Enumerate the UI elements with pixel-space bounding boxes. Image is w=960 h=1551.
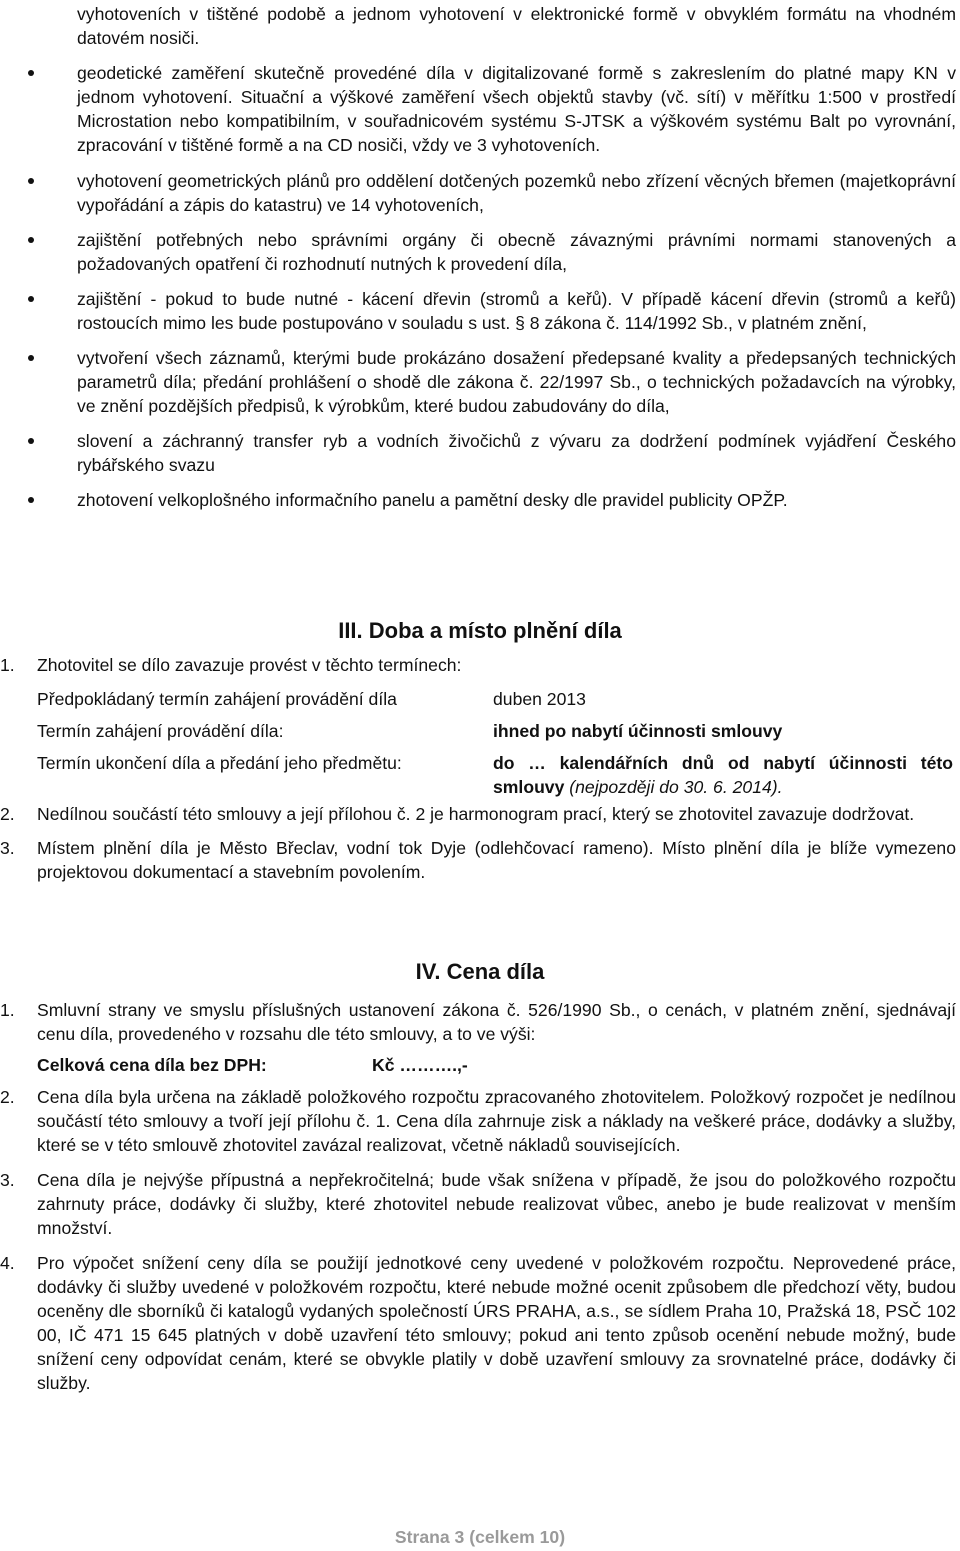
bullet-icon <box>28 237 34 243</box>
numbered-item <box>0 802 960 826</box>
term-label: Předpokládaný termín zahájení provádění díla <box>37 689 397 709</box>
terms-table <box>37 687 956 799</box>
item-number: 1. <box>0 1000 15 1020</box>
item-number: 2. <box>0 1087 15 1107</box>
list-item-text: zhotovení velkoplošného informačního panelu a pamětní desky dle pravidel publicity OPŽP. <box>77 490 788 510</box>
term-value <box>493 751 953 799</box>
list-item <box>0 287 960 335</box>
item-number: 3. <box>0 838 15 858</box>
bullet-icon <box>28 355 34 361</box>
total-price-row <box>37 1053 468 1077</box>
list-item-text: zajištění - pokud to bude nutné - kácení dřevin (stromů a keřů). V případě kácení dřevin (stromů a keřů) rostoucích mimo les bude postupováno v souladu s ust. § 8 zákona č. 114/1992 Sb., v platném znění, <box>77 289 956 333</box>
list-item-text: vyhotoveních v tištěné podobě a jednom vyhotovení v elektronické formě v obvyklém formátu na vhodném datovém nosiči. <box>77 4 956 48</box>
numbered-item <box>0 998 960 1046</box>
numbered-item <box>0 1168 960 1240</box>
page-footer: Strana 3 (celkem 10) <box>394 1527 566 1547</box>
term-value: ihned po nabytí účinnosti smlouvy <box>493 721 783 741</box>
item-text: Cena díla je nejvýše přípustná a nepřekročitelná; bude však snížena v případě, že jsou do položkového rozpočtu zahrnuty práce, dodávky či služby, které zhotovitel nebude realizovat vůbec, anebo je bude realizovat v menším množství. <box>37 1170 956 1238</box>
section-iv-list-cont <box>0 1085 960 1395</box>
numbered-item <box>0 1085 960 1157</box>
section-iii-list-cont <box>0 802 960 884</box>
list-item <box>0 228 960 276</box>
bullet-list <box>0 2 960 512</box>
list-item-text: zajištění potřebných nebo správními orgány či obecně závaznými právními normami stanovených a požadovaných opatření či rozhodnutí nutných k provedení díla, <box>77 230 956 274</box>
term-row <box>37 751 956 799</box>
list-item-text: vytvoření všech záznamů, kterými bude prokázáno dosažení předepsané kvality a předepsaných technických parametrů díla; předání prohlášení o shodě dle zákona č. 22/1997 Sb., o technických požadavcích na výrobky, ve znění pozdějších předpisů, k výrobkům, které budou zabudovány do díla, <box>77 348 956 416</box>
total-price-label: Celková cena díla bez DPH: <box>37 1055 267 1075</box>
term-label: Termín ukončení díla a předání jeho předmětu: <box>37 753 402 773</box>
numbered-item <box>0 836 960 884</box>
item-number: 3. <box>0 1170 15 1190</box>
list-item <box>0 429 960 477</box>
bullet-icon <box>28 178 34 184</box>
bullet-icon <box>28 497 34 503</box>
list-item <box>0 2 960 50</box>
numbered-item <box>0 1251 960 1395</box>
item-text: Pro výpočet snížení ceny díla se použijí jednotkové ceny uvedené v položkovém rozpočtu. Neprovedené práce, dodávky či služby uvedené v položkovém rozpočtu, které nebude možné ocenit způsobem dle předchozí věty, budou oceněny dle sborníků či katalogů vydaných společností ÚRS PRAHA, a.s., se sídlem Praha 10, Pražská 18, PSČ 102 00, IČ 471 15 645 platných v době uzavření této smlouvy; pokud ani tento způsob ocenění nebude možný, bude snížení ceny odpovídat cenám, které se obvykle platily v době uzavření smlouvy za srovnatelné práce, dodávky či služby. <box>37 1253 956 1393</box>
term-row <box>37 719 956 743</box>
list-item <box>0 346 960 418</box>
list-item <box>0 488 960 512</box>
total-price-value: Kč ……….,- <box>372 1055 468 1075</box>
numbered-item <box>0 653 960 677</box>
item-number: 2. <box>0 804 15 824</box>
item-text: Smluvní strany ve smyslu příslušných ustanovení zákona č. 526/1990 Sb., o cenách, v platném znění, sjednávají cenu díla, provedeného v rozsahu dle této smlouvy, a to ve výši: <box>37 1000 956 1044</box>
section-iii-list <box>0 653 960 677</box>
section-iv-list <box>0 998 960 1046</box>
term-value: duben 2013 <box>493 689 586 709</box>
item-text: Nedílnou součástí této smlouvy a její přílohou č. 2 je harmonogram prací, který se zhotovitel zavazuje dodržovat. <box>37 804 915 824</box>
bullet-icon <box>28 70 34 76</box>
term-value-main: do … kalendářních dnů od nabytí účinnosti této smlouvy <box>493 753 953 797</box>
section-heading-iv: IV. Cena díla <box>415 959 545 984</box>
item-number: 4. <box>0 1253 15 1273</box>
section-heading-iii: III. Doba a místo plnění díla <box>338 618 622 643</box>
item-text: Cena díla byla určena na základě položkového rozpočtu zpracovaného zhotovitelem. Položkový rozpočet je nedílnou součástí této smlouvy a tvoří její přílohu č. 1. Cena díla zahrnuje zisk a náklady na veškeré práce, dodávky a služby, které se v této smlouvě zhotovitel zavázal realizovat, včetně nákladů souvisejících. <box>37 1087 956 1155</box>
term-row <box>37 687 956 711</box>
list-item <box>0 169 960 217</box>
term-value-note: (nejpozději do 30. 6. 2014). <box>564 777 783 797</box>
list-item-text: slovení a záchranný transfer ryb a vodních živočichů z vývaru za dodržení podmínek vyjádření Českého rybářského svazu <box>77 431 956 475</box>
item-text: Zhotovitel se dílo zavazuje provést v těchto termínech: <box>37 655 462 675</box>
item-text: Místem plnění díla je Město Břeclav, vodní tok Dyje (odlehčovací rameno). Místo plnění díla je blíže vymezeno projektovou dokumentací a stavebním povolením. <box>37 838 956 882</box>
list-item-text: vyhotovení geometrických plánů pro oddělení dotčených pozemků nebo zřízení věcných břemen (majetkoprávní vypořádání a zápis do katastru) ve 14 vyhotoveních, <box>77 171 956 215</box>
bullet-icon <box>28 296 34 302</box>
term-label: Termín zahájení provádění díla: <box>37 721 284 741</box>
item-number: 1. <box>0 655 15 675</box>
list-item <box>0 61 960 157</box>
list-item-text: geodetické zaměření skutečně provedéné díla v digitalizované formě s zakreslením do platné mapy KN v jednom vyhotovení. Situační a výškové zaměření všech objektů stavby (vč. sítí) v měřítku 1:500 v prostředí Microstation nebo kompatibilním, v souřadnicovém systému S-JTSK a výškovém systému Balt po vyrovnání, zpracování v tištěné formě a na CD nosiči, vždy ve 3 vyhotoveních. <box>77 63 956 155</box>
bullet-icon <box>28 438 34 444</box>
